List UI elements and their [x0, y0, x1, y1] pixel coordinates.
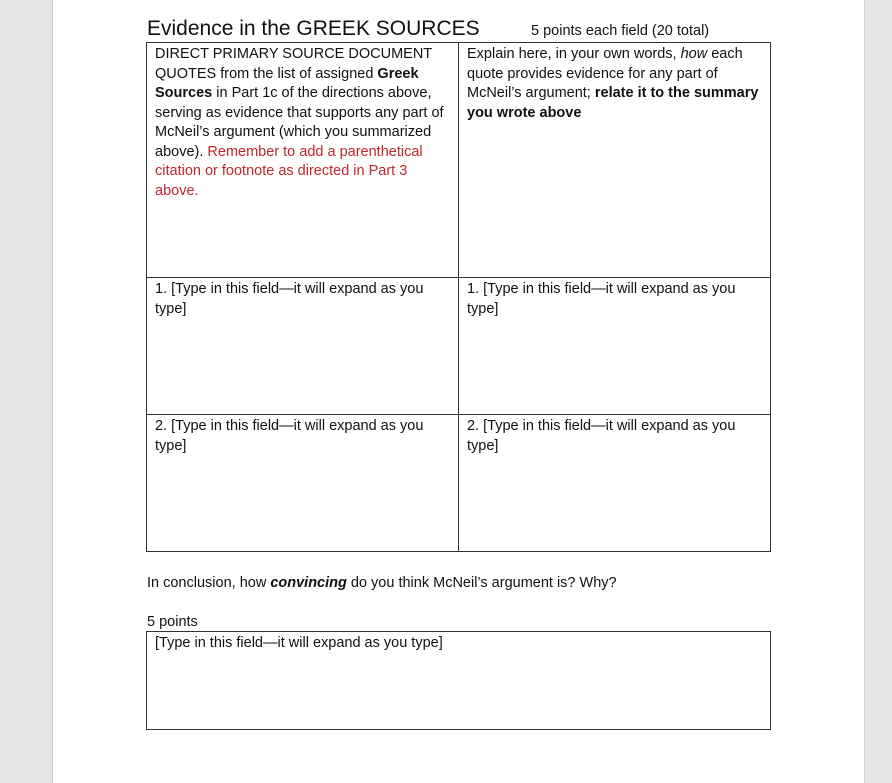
header-right-bold: relate it to the summary you wrote above [467, 85, 759, 121]
header-right-text-2: each quote provides evidence for any part of McNeil’s argument; [467, 46, 743, 101]
header-right-text: Explain here, in your own words, [467, 46, 681, 62]
explanation-field-1-text[interactable]: 1. [Type in this field—it will expand as you type] [467, 281, 736, 317]
question-text-2: do you think McNeil’s argument is? Why? [346, 575, 617, 591]
points-each-label: 5 points each field (20 total) [531, 23, 710, 39]
header-left-bold: Greek Sources [155, 65, 419, 101]
conclusion-question [147, 574, 617, 593]
points-label: 5 points [147, 614, 198, 630]
header-left-red-note: Remember to add a parenthetical citation or footnote as directed in Part 3 above. [155, 143, 423, 199]
explanation-field-1[interactable] [459, 278, 771, 415]
quote-field-2[interactable] [147, 415, 459, 552]
explanation-field-2-text[interactable]: 2. [Type in this field—it will expand as you type] [467, 418, 736, 454]
header-cell-quotes [147, 43, 459, 278]
header-cell-explanation [459, 43, 771, 278]
header-right-italic: how [680, 46, 708, 62]
header-left-text: DIRECT PRIMARY SOURCE DOCUMENT QUOTES from the list of assigned [155, 46, 432, 82]
conclusion-answer-field[interactable] [146, 631, 771, 730]
table-row [147, 415, 771, 552]
quote-field-2-text[interactable]: 2. [Type in this field—it will expand as you type] [155, 418, 424, 454]
quote-field-1[interactable] [147, 278, 459, 415]
question-text: In conclusion, how [147, 575, 271, 591]
question-emphasis: convincing [270, 575, 347, 591]
quote-field-1-text[interactable]: 1. [Type in this field—it will expand as you type] [155, 281, 424, 317]
table-row [147, 278, 771, 415]
table-header-row [147, 43, 771, 278]
conclusion-answer-text[interactable]: [Type in this field—it will expand as you type] [155, 635, 443, 651]
explanation-field-2[interactable] [459, 415, 771, 552]
evidence-table [146, 42, 771, 552]
header-left-text-2: in Part 1c of the directions above, serving as evidence that supports any part of McNeil’s argument (which you summarized above). [155, 85, 444, 160]
section-heading: Evidence in the GREEK SOURCES [147, 17, 480, 40]
